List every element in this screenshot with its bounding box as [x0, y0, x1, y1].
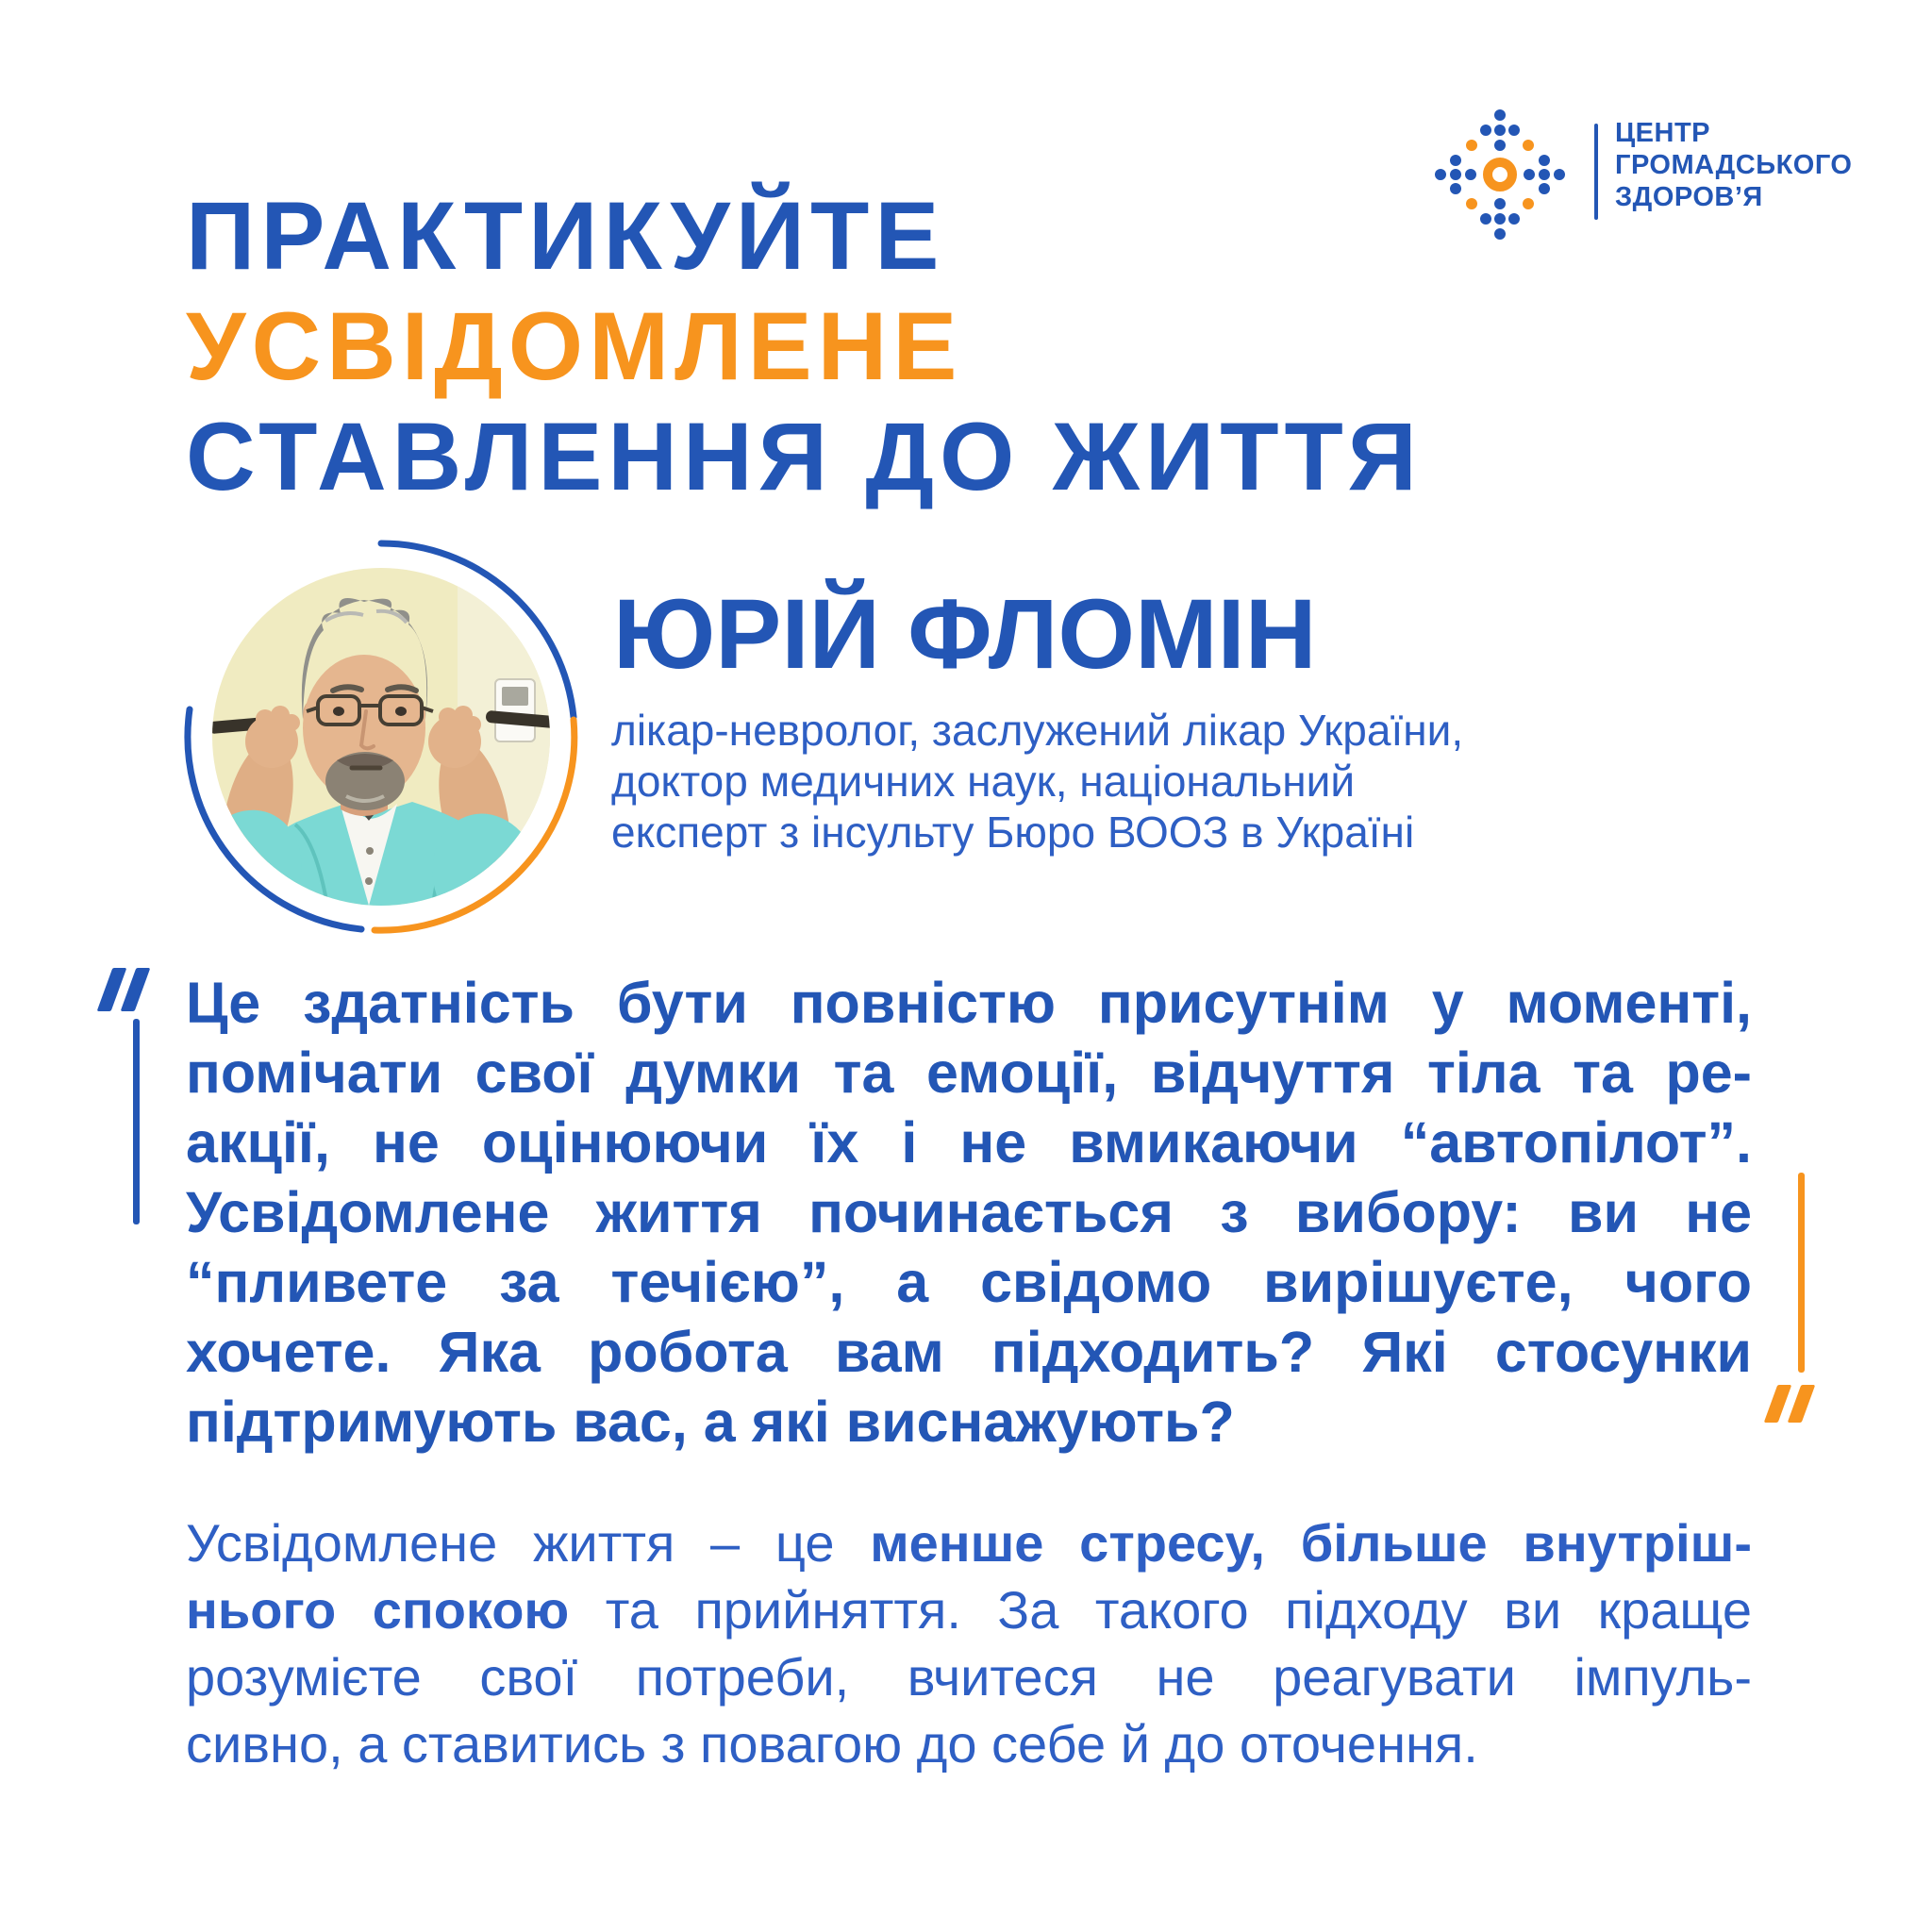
logo-org-name: [1615, 117, 1852, 213]
quote-text: [186, 968, 1752, 1457]
quote-line-1: Це здатність бути повністю присутнім у моменті,: [186, 971, 1752, 1035]
quote-line-5: “пливете за течією”, а свідомо вирішуєте, чого: [186, 1250, 1752, 1314]
logo-org-line-1: ЦЕНТР: [1615, 118, 1711, 148]
body-segment-bold: нього спокою: [186, 1580, 570, 1640]
body-line-4: [186, 1710, 1752, 1777]
phc-logo-dots-icon: [1415, 90, 1585, 259]
title-line-3: СТАВЛЕННЯ ДО ЖИТТЯ: [186, 403, 1423, 510]
logo-org-line-3: ЗДОРОВ’Я: [1615, 182, 1763, 212]
title-line-2: УСВІДОМЛЕНЕ: [186, 292, 963, 400]
quote-line-3: акції, не оцінюючи їх і не вмикаючи “автопілот”.: [186, 1110, 1752, 1174]
body-segment: та прийняття. За такого підходу ви краще: [569, 1580, 1753, 1640]
expert-name: ЮРІЙ ФЛОМІН: [613, 579, 1317, 690]
expert-role-line-2: доктор медичних наук, національний: [611, 757, 1356, 806]
expert-photo: [175, 530, 590, 945]
body-segment: розумієте свої потреби, вчитеся не реагувати імпуль-: [186, 1647, 1752, 1707]
expert-role: [611, 705, 1463, 858]
logo-org-line-2: ГРОМАДСЬКОГО: [1615, 150, 1853, 180]
quote-line-7: підтримують вас, а які виснажують?: [186, 1390, 1235, 1454]
quote-line-2: помічати свої думки та емоції, відчуття тіла та ре-: [186, 1041, 1752, 1105]
quote-right-bar: [1798, 1173, 1805, 1373]
phc-logo: [1415, 90, 1858, 264]
logo-separator: [1594, 124, 1598, 220]
quote-left-bar: [133, 1019, 140, 1224]
expert-photo-illustration: [175, 530, 590, 945]
body-line-3: [186, 1643, 1752, 1710]
body-segment: сивно, а ставитись з повагою до себе й до оточення.: [186, 1714, 1478, 1774]
quote-line-6: хочете. Яка робота вам підходить? Які стосунки: [186, 1320, 1752, 1384]
body-segment: Усвідомлене життя – це: [186, 1513, 871, 1573]
page-title: [186, 181, 1423, 512]
title-line-1: ПРАКТИКУЙТЕ: [186, 182, 945, 290]
body-segment-bold: менше стресу, більше внутріш-: [870, 1513, 1753, 1573]
body-line-2: [186, 1576, 1752, 1643]
expert-role-line-3: експерт з інсульту Бюро ВООЗ в Україні: [611, 808, 1415, 857]
body-line-1: [186, 1509, 1752, 1576]
close-quote-icon: [1766, 1385, 1813, 1423]
body-paragraph: [186, 1509, 1752, 1777]
expert-role-line-1: лікар-невролог, заслужений лікар України,: [611, 706, 1464, 755]
open-quote-icon: [100, 968, 147, 1011]
quote-line-4: Усвідомлене життя починається з вибору: ви не: [186, 1180, 1752, 1244]
